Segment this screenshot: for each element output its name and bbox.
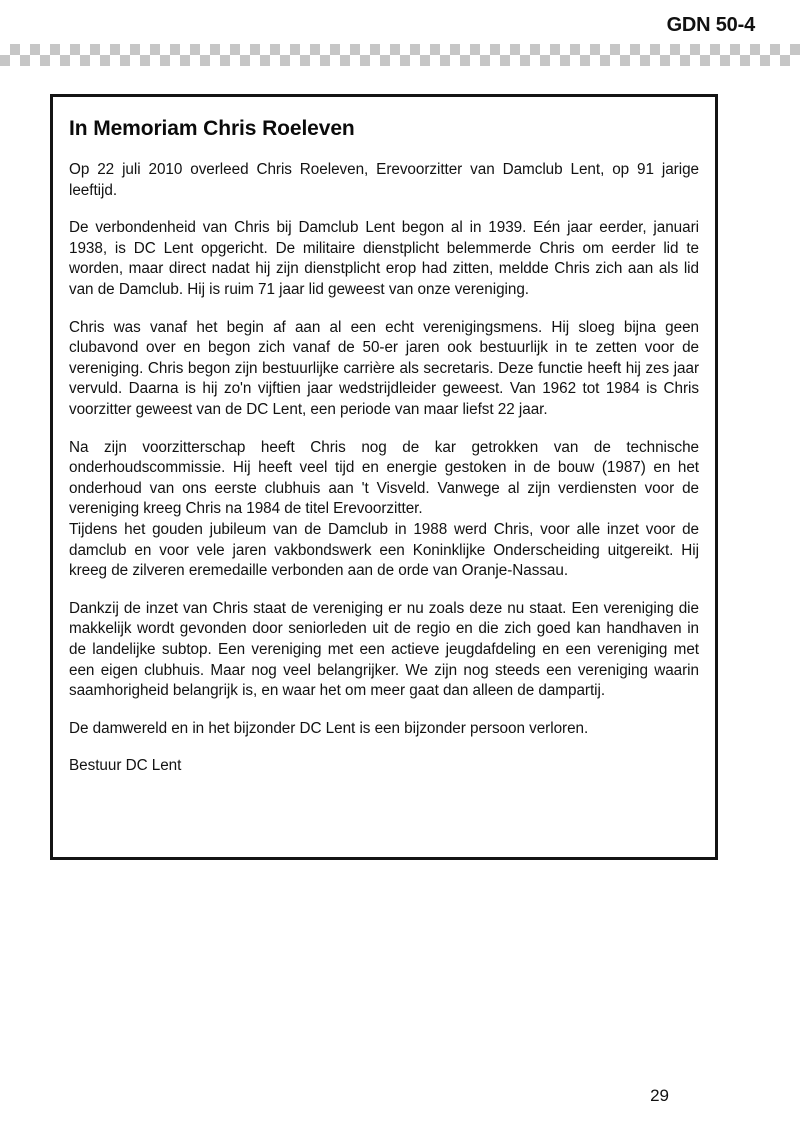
page-header	[0, 0, 800, 46]
article-paragraph: De verbondenheid van Chris bij Damclub Lent begon al in 1939. Eén jaar eerder, januari 1938, is DC Lent opgericht. De militaire dienstplicht belemmerde Chris om eerder lid te worden, maar direct nadat hij zijn dienstplicht erop had zitten, meldde Chris zich aan als lid van de Damclub. Hij is ruim 71 jaar lid geweest van onze vereniging.	[69, 219, 699, 299]
checkerboard-row-top	[0, 44, 800, 55]
checkerboard-divider	[0, 44, 800, 66]
page-number: 29	[650, 1086, 669, 1105]
article-signature: Bestuur DC Lent	[69, 757, 182, 775]
article-title: In Memoriam Chris Roeleven	[69, 117, 355, 140]
article-body	[69, 160, 699, 777]
article-paragraph: De damwereld en in het bijzonder DC Lent is een bijzonder persoon verloren.	[69, 719, 589, 737]
article-paragraph: Na zijn voorzitterschap heeft Chris nog de kar getrokken van de technische onderhoudscommissie. Hij heeft veel tijd en energie gestoken in de bouw (1987) en het onderhoud van ons eerste clubhuis aan 't Visveld. Vanwege al zijn verdiensten voor de vereniging kreeg Chris na 1984 de titel Erevoorzitter.	[69, 438, 699, 518]
article-paragraph: Dankzij de inzet van Chris staat de vereniging er nu zoals deze nu staat. Een vereniging die makkelijk wordt gevonden door seniorleden uit de regio en die zich goed kan handhaven in de landelijke subtop. Een vereniging met een actieve jeugdafdeling en een vereniging met een eigen clubhuis. Maar nog veel belangrijker. We zijn nog steeds een vereniging waarin saamhorigheid belangrijk is, en waar het om meer gaat dan alleen de dampartij.	[69, 599, 699, 700]
in-memoriam-article-box	[50, 94, 718, 860]
page-footer	[0, 1064, 800, 1134]
article-paragraph: Op 22 juli 2010 overleed Chris Roeleven, Erevoorzitter van Damclub Lent, op 91 jarige leeftijd.	[69, 161, 699, 199]
checkerboard-row-bottom	[0, 55, 800, 66]
article-paragraph: Chris was vanaf het begin af aan al een echt verenigingsmens. Hij sloeg bijna geen clubavond over en begon zich vanaf de 50-er jaren ook bestuurlijk in te zetten voor de vereniging. Chris begon zijn bestuurlijke carrière als secretaris. Deze functie heeft hij zes jaar vervuld. Daarna is hij zo'n vijftien jaar wedstrijdleider geweest. Van 1962 tot 1984 is Chris voorzitter geweest van de DC Lent, een periode van maar liefst 22 jaar.	[69, 318, 699, 419]
article-paragraph: Tijdens het gouden jubileum van de Damclub in 1988 werd Chris, voor alle inzet voor de damclub en voor vele jaren vakbondswerk een Koninklijke Onderscheiding uitgereikt. Hij kreeg de zilveren eremedaille verbonden aan de orde van Oranje-Nassau.	[69, 521, 699, 580]
issue-code: GDN 50-4	[666, 14, 755, 36]
